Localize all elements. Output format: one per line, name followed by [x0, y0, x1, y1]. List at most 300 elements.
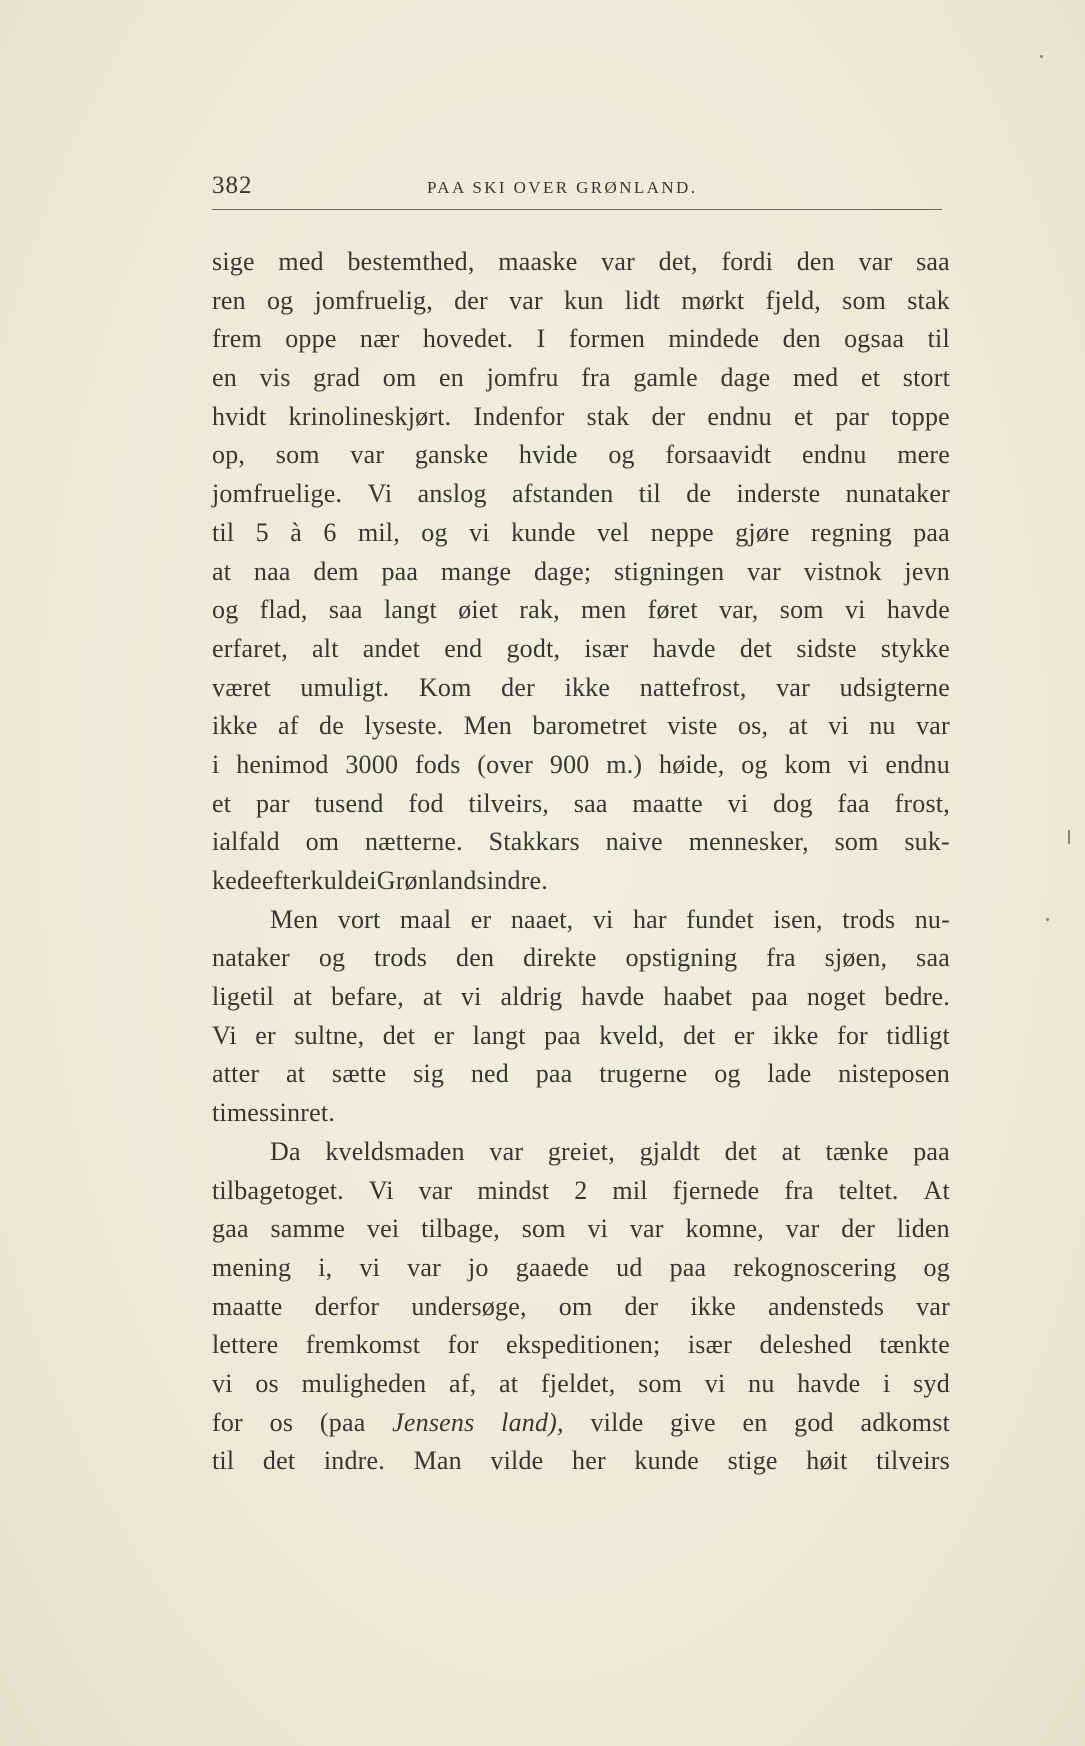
word: men	[581, 595, 627, 625]
word: var	[785, 1214, 820, 1244]
word: ikke	[772, 1020, 819, 1050]
word: alt	[312, 633, 339, 663]
word: lade	[767, 1059, 812, 1089]
word: mening	[212, 1252, 292, 1282]
word: dog	[773, 788, 813, 818]
word: kveldsmaden	[325, 1136, 465, 1166]
word: om	[382, 363, 417, 393]
word: her	[572, 1446, 606, 1476]
word: til	[212, 1446, 235, 1476]
word: Men	[270, 904, 319, 934]
word: saa	[573, 788, 608, 818]
body-text	[212, 243, 950, 1481]
word: liden	[896, 1214, 950, 1244]
word: nu	[869, 711, 896, 741]
text-line	[212, 1210, 950, 1249]
word: frost,	[894, 788, 950, 818]
text-line	[212, 591, 950, 630]
word: sin	[269, 1098, 301, 1128]
word: en	[742, 1407, 768, 1437]
word: saa	[916, 247, 950, 276]
word: 2	[574, 1175, 588, 1205]
word: i,	[318, 1252, 333, 1282]
word: et	[212, 788, 232, 818]
word: paa	[751, 982, 788, 1012]
word: os	[255, 1368, 279, 1398]
word: end	[444, 633, 483, 663]
word: tænke	[825, 1136, 889, 1166]
word: hvidt	[212, 401, 267, 431]
word: for	[212, 1407, 243, 1437]
word: aldrig	[500, 982, 563, 1012]
word: kun	[564, 285, 604, 315]
word: tilveirs	[876, 1446, 950, 1476]
word: var	[489, 1136, 524, 1166]
text-line	[212, 282, 950, 321]
word: trugerne	[599, 1059, 688, 1089]
word: vi	[704, 1368, 726, 1398]
word: var	[601, 247, 635, 276]
word: der	[624, 1291, 659, 1321]
word: vi	[848, 749, 869, 779]
word: barometret	[532, 711, 647, 741]
word: tilbagetoget.	[212, 1175, 344, 1205]
word: om	[558, 1291, 593, 1321]
text-line	[212, 669, 950, 708]
word: Kom	[418, 672, 472, 702]
word: vi	[469, 517, 490, 547]
word: var,	[719, 595, 759, 625]
word: vei	[366, 1214, 400, 1244]
word: vi	[828, 711, 849, 741]
word: (paa	[319, 1407, 366, 1437]
word: ligetil	[212, 982, 275, 1012]
word: krinolineskjørt.	[288, 401, 452, 431]
word: var	[858, 247, 893, 276]
word: endnu	[707, 401, 772, 431]
word: mindst	[477, 1175, 550, 1205]
word: langt	[472, 1020, 526, 1050]
word: er	[733, 1020, 755, 1050]
word: Grønlands	[376, 866, 487, 895]
word: land),	[501, 1407, 564, 1437]
word: vi	[359, 1252, 381, 1282]
word: Stakkars	[488, 827, 580, 857]
word: som	[521, 1214, 566, 1244]
word: været	[212, 672, 271, 702]
word: ganske	[414, 440, 489, 470]
word: gamle	[633, 363, 698, 393]
word: maatte	[212, 1291, 283, 1321]
word: jevn	[904, 556, 950, 586]
word: 900	[549, 749, 590, 779]
word: en	[212, 363, 237, 393]
word: ekspeditionen;	[506, 1330, 661, 1360]
word: at	[788, 711, 808, 741]
word: Vi	[368, 1175, 394, 1205]
word: saa	[328, 595, 363, 625]
word: ikke	[564, 672, 611, 702]
word: høide,	[659, 749, 725, 779]
word: op,	[212, 440, 246, 470]
word: af,	[449, 1368, 477, 1398]
word: hovedet.	[422, 324, 514, 354]
word: toppe	[891, 401, 950, 431]
word: var	[916, 1291, 950, 1321]
word: noget	[806, 982, 866, 1012]
word: paa	[913, 1136, 950, 1166]
text-line	[212, 1172, 950, 1211]
word: haabet	[663, 982, 733, 1012]
word: henimod	[236, 749, 329, 779]
running-title: PAA SKI OVER GRØNLAND.	[427, 178, 698, 197]
word: adkomst	[860, 1407, 950, 1437]
word: paa	[381, 556, 419, 586]
text-line	[212, 1055, 950, 1094]
word: føret	[647, 595, 698, 625]
word: lettere	[212, 1330, 279, 1360]
word: teltet.	[838, 1175, 899, 1205]
text-line	[212, 1326, 950, 1365]
word: vis	[259, 363, 291, 393]
word: som	[638, 1368, 683, 1398]
word: og	[923, 1252, 950, 1282]
word: forsaavidt	[665, 440, 772, 470]
word: times	[212, 1098, 270, 1128]
word: fjernede	[672, 1175, 760, 1205]
word: nætterne.	[365, 827, 463, 857]
word: nunataker	[845, 479, 950, 509]
word: det	[382, 1020, 416, 1050]
word: os,	[737, 711, 769, 741]
word: en	[439, 363, 464, 393]
paper-speck	[1068, 830, 1070, 844]
word: især	[687, 1330, 733, 1360]
word: neppe	[650, 517, 714, 547]
word: sig	[413, 1059, 445, 1089]
word: havde	[581, 982, 645, 1012]
word: gjøre	[735, 517, 790, 547]
text-line	[212, 398, 950, 437]
word: I	[536, 324, 546, 354]
word: bestemthed,	[347, 247, 475, 276]
word: Man	[413, 1446, 462, 1476]
text-line	[212, 862, 950, 901]
word: den	[796, 247, 835, 276]
text-line	[212, 1365, 950, 1404]
word: inderste	[736, 479, 821, 509]
word: ren	[212, 285, 246, 315]
word: syd	[913, 1368, 950, 1398]
text-line	[212, 1017, 950, 1056]
word: og	[266, 285, 294, 315]
word: mørkt	[681, 285, 745, 315]
word: fjeldet,	[540, 1368, 616, 1398]
word: sige	[212, 247, 255, 276]
word: ikke	[212, 711, 258, 741]
text-line	[212, 243, 950, 282]
word: de	[319, 711, 344, 741]
word: paa	[669, 1252, 707, 1282]
word: vilde	[490, 1446, 544, 1476]
word: suk-	[904, 827, 950, 857]
word: vi	[592, 904, 614, 934]
word: 3000	[345, 749, 399, 779]
text-line	[212, 359, 950, 398]
word: maatte	[632, 788, 703, 818]
word: mennesker,	[688, 827, 809, 857]
text-line	[212, 785, 950, 824]
word: viste	[667, 711, 718, 741]
text-line	[212, 746, 950, 785]
word: Men	[463, 711, 512, 741]
word: det	[739, 633, 773, 663]
word: komne,	[685, 1214, 764, 1244]
word: sjøen,	[824, 943, 888, 973]
word: sætte	[331, 1059, 387, 1089]
word: trods	[374, 943, 428, 973]
text-line	[212, 436, 950, 475]
word: tilbage,	[421, 1214, 500, 1244]
word: indre.	[486, 866, 548, 895]
word: at	[781, 1136, 801, 1166]
text-line	[212, 475, 950, 514]
word: var	[776, 672, 811, 702]
word: for	[836, 1020, 868, 1050]
word: jomfruelig,	[314, 285, 433, 315]
word: vort	[337, 904, 381, 934]
text-line	[212, 320, 950, 359]
word: og	[421, 517, 448, 547]
word: stak	[586, 401, 630, 431]
word: fjeld,	[765, 285, 821, 315]
word: rak,	[519, 595, 560, 625]
word: nær	[359, 324, 400, 354]
word: direkte	[523, 943, 597, 973]
word: Jensens	[392, 1407, 475, 1437]
word: kunde	[634, 1446, 699, 1476]
word: stigningen	[614, 556, 725, 586]
word: naa	[253, 556, 291, 586]
word: 6	[323, 517, 337, 547]
word: havde	[886, 595, 950, 625]
word: som	[275, 440, 320, 470]
word: var	[916, 711, 950, 741]
word: og	[714, 1059, 741, 1089]
word: umuligt.	[300, 672, 390, 702]
word: tidligt	[886, 1020, 950, 1050]
word: mil	[612, 1175, 648, 1205]
word: var	[418, 1175, 453, 1205]
word: (over	[477, 749, 534, 779]
word: det	[262, 1446, 296, 1476]
word: som	[842, 285, 887, 315]
word: hvide	[518, 440, 578, 470]
word: tusend	[314, 788, 384, 818]
word: gaa	[212, 1214, 249, 1244]
word: vistnok	[803, 556, 882, 586]
word: er	[470, 904, 492, 934]
word: naive	[605, 827, 663, 857]
word: og	[212, 595, 239, 625]
word: flad,	[259, 595, 308, 625]
text-line	[212, 1442, 950, 1481]
word: var	[747, 556, 781, 586]
word: det,	[658, 247, 698, 276]
word: trods	[842, 904, 896, 934]
word: maal	[399, 904, 452, 934]
word: kveld,	[599, 1020, 665, 1050]
word: dage;	[533, 556, 592, 586]
text-line	[212, 823, 950, 862]
word: og	[318, 943, 346, 973]
word: ned	[470, 1059, 509, 1089]
word: godt,	[506, 633, 561, 663]
word: tænkte	[879, 1330, 950, 1360]
word: som	[834, 827, 879, 857]
word: regning	[811, 517, 892, 547]
word: erfaret,	[212, 633, 288, 663]
word: mere	[897, 440, 950, 470]
word: maaske	[498, 247, 578, 276]
word: og	[741, 749, 768, 779]
word: jo	[468, 1252, 489, 1282]
word: m.)	[606, 749, 643, 779]
word: befare,	[331, 982, 404, 1012]
word: par	[835, 401, 870, 431]
word: var	[350, 440, 385, 470]
word: grad	[313, 363, 361, 393]
word: Vi	[212, 1020, 237, 1050]
word: naaet,	[510, 904, 574, 934]
word: efter	[261, 866, 311, 895]
word: i	[369, 866, 377, 895]
word: vel	[597, 517, 630, 547]
word: fra	[581, 363, 611, 393]
word: især	[584, 633, 629, 663]
word: udsigterne	[839, 672, 950, 702]
word: at	[285, 1059, 306, 1089]
word: At	[923, 1175, 950, 1205]
word: saa	[916, 943, 950, 973]
word: der	[841, 1214, 876, 1244]
text-line	[212, 939, 950, 978]
word: sultne,	[294, 1020, 365, 1050]
text-line	[212, 978, 950, 1017]
word: er	[433, 1020, 455, 1050]
word: at	[292, 982, 313, 1012]
word: Indenfor	[473, 401, 565, 431]
word: af	[278, 711, 299, 741]
text-line	[212, 1288, 950, 1327]
text-line	[212, 630, 950, 669]
word: havde	[797, 1368, 861, 1398]
word: formen	[568, 324, 646, 354]
word: mindede	[668, 324, 760, 354]
word: at	[212, 556, 232, 586]
word: paa	[544, 1020, 581, 1050]
word: nisteposen	[838, 1059, 950, 1089]
word: isen,	[773, 904, 823, 934]
text-line	[212, 1249, 950, 1288]
text-line	[212, 514, 950, 553]
word: til	[927, 324, 950, 354]
word: paa	[913, 517, 950, 547]
word: at	[422, 982, 443, 1012]
word: der	[651, 401, 686, 431]
word: kulde	[310, 866, 370, 895]
word: fra	[766, 943, 796, 973]
word: rekognoscering	[733, 1252, 897, 1282]
page-number: 382	[212, 172, 253, 199]
word: deleshed	[759, 1330, 852, 1360]
word: kom	[784, 749, 832, 779]
word: gjaldt	[639, 1136, 700, 1166]
text-line	[212, 1133, 950, 1172]
word: gaaede	[515, 1252, 590, 1282]
word: der	[454, 285, 488, 315]
word: nu-	[914, 904, 950, 934]
word: nu	[748, 1368, 775, 1398]
text-line	[212, 1094, 950, 1133]
word: Vi	[367, 479, 393, 509]
word: indre.	[323, 1446, 385, 1476]
word: er	[255, 1020, 276, 1050]
word: med	[792, 363, 839, 393]
word: faa	[837, 788, 870, 818]
word: dem	[313, 556, 359, 586]
word: fundet	[686, 904, 754, 934]
word: var	[407, 1252, 441, 1282]
word: dage	[720, 363, 771, 393]
word: til	[638, 479, 661, 509]
word: opstigning	[625, 943, 738, 973]
text-line	[212, 901, 950, 940]
word: derfor	[314, 1291, 380, 1321]
word: ud	[616, 1252, 643, 1282]
word: var	[629, 1214, 664, 1244]
word: andensteds	[767, 1291, 885, 1321]
word: at	[499, 1368, 519, 1398]
word: par	[255, 788, 290, 818]
word: i	[212, 749, 220, 779]
word: afstanden	[511, 479, 614, 509]
word: nataker	[212, 943, 290, 973]
page-header	[212, 170, 942, 210]
word: i	[883, 1368, 891, 1398]
word: greiet,	[547, 1136, 615, 1166]
word: vi	[844, 595, 866, 625]
word: et	[793, 401, 814, 431]
word: oppe	[285, 324, 337, 354]
word: andet	[362, 633, 421, 663]
word: med	[278, 247, 324, 276]
word: Da	[270, 1136, 301, 1166]
word: om	[305, 827, 340, 857]
word: ikke	[690, 1291, 736, 1321]
word: stak	[907, 285, 950, 315]
word: tilveirs,	[468, 788, 549, 818]
word: for	[447, 1330, 479, 1360]
word: endnu	[802, 440, 867, 470]
word: muligheden	[301, 1368, 427, 1398]
word: 5	[255, 517, 269, 547]
word: den	[782, 324, 821, 354]
word: sidste	[796, 633, 857, 663]
word: endnu	[885, 749, 950, 779]
word: den	[456, 943, 495, 973]
word: lidt	[624, 285, 661, 315]
